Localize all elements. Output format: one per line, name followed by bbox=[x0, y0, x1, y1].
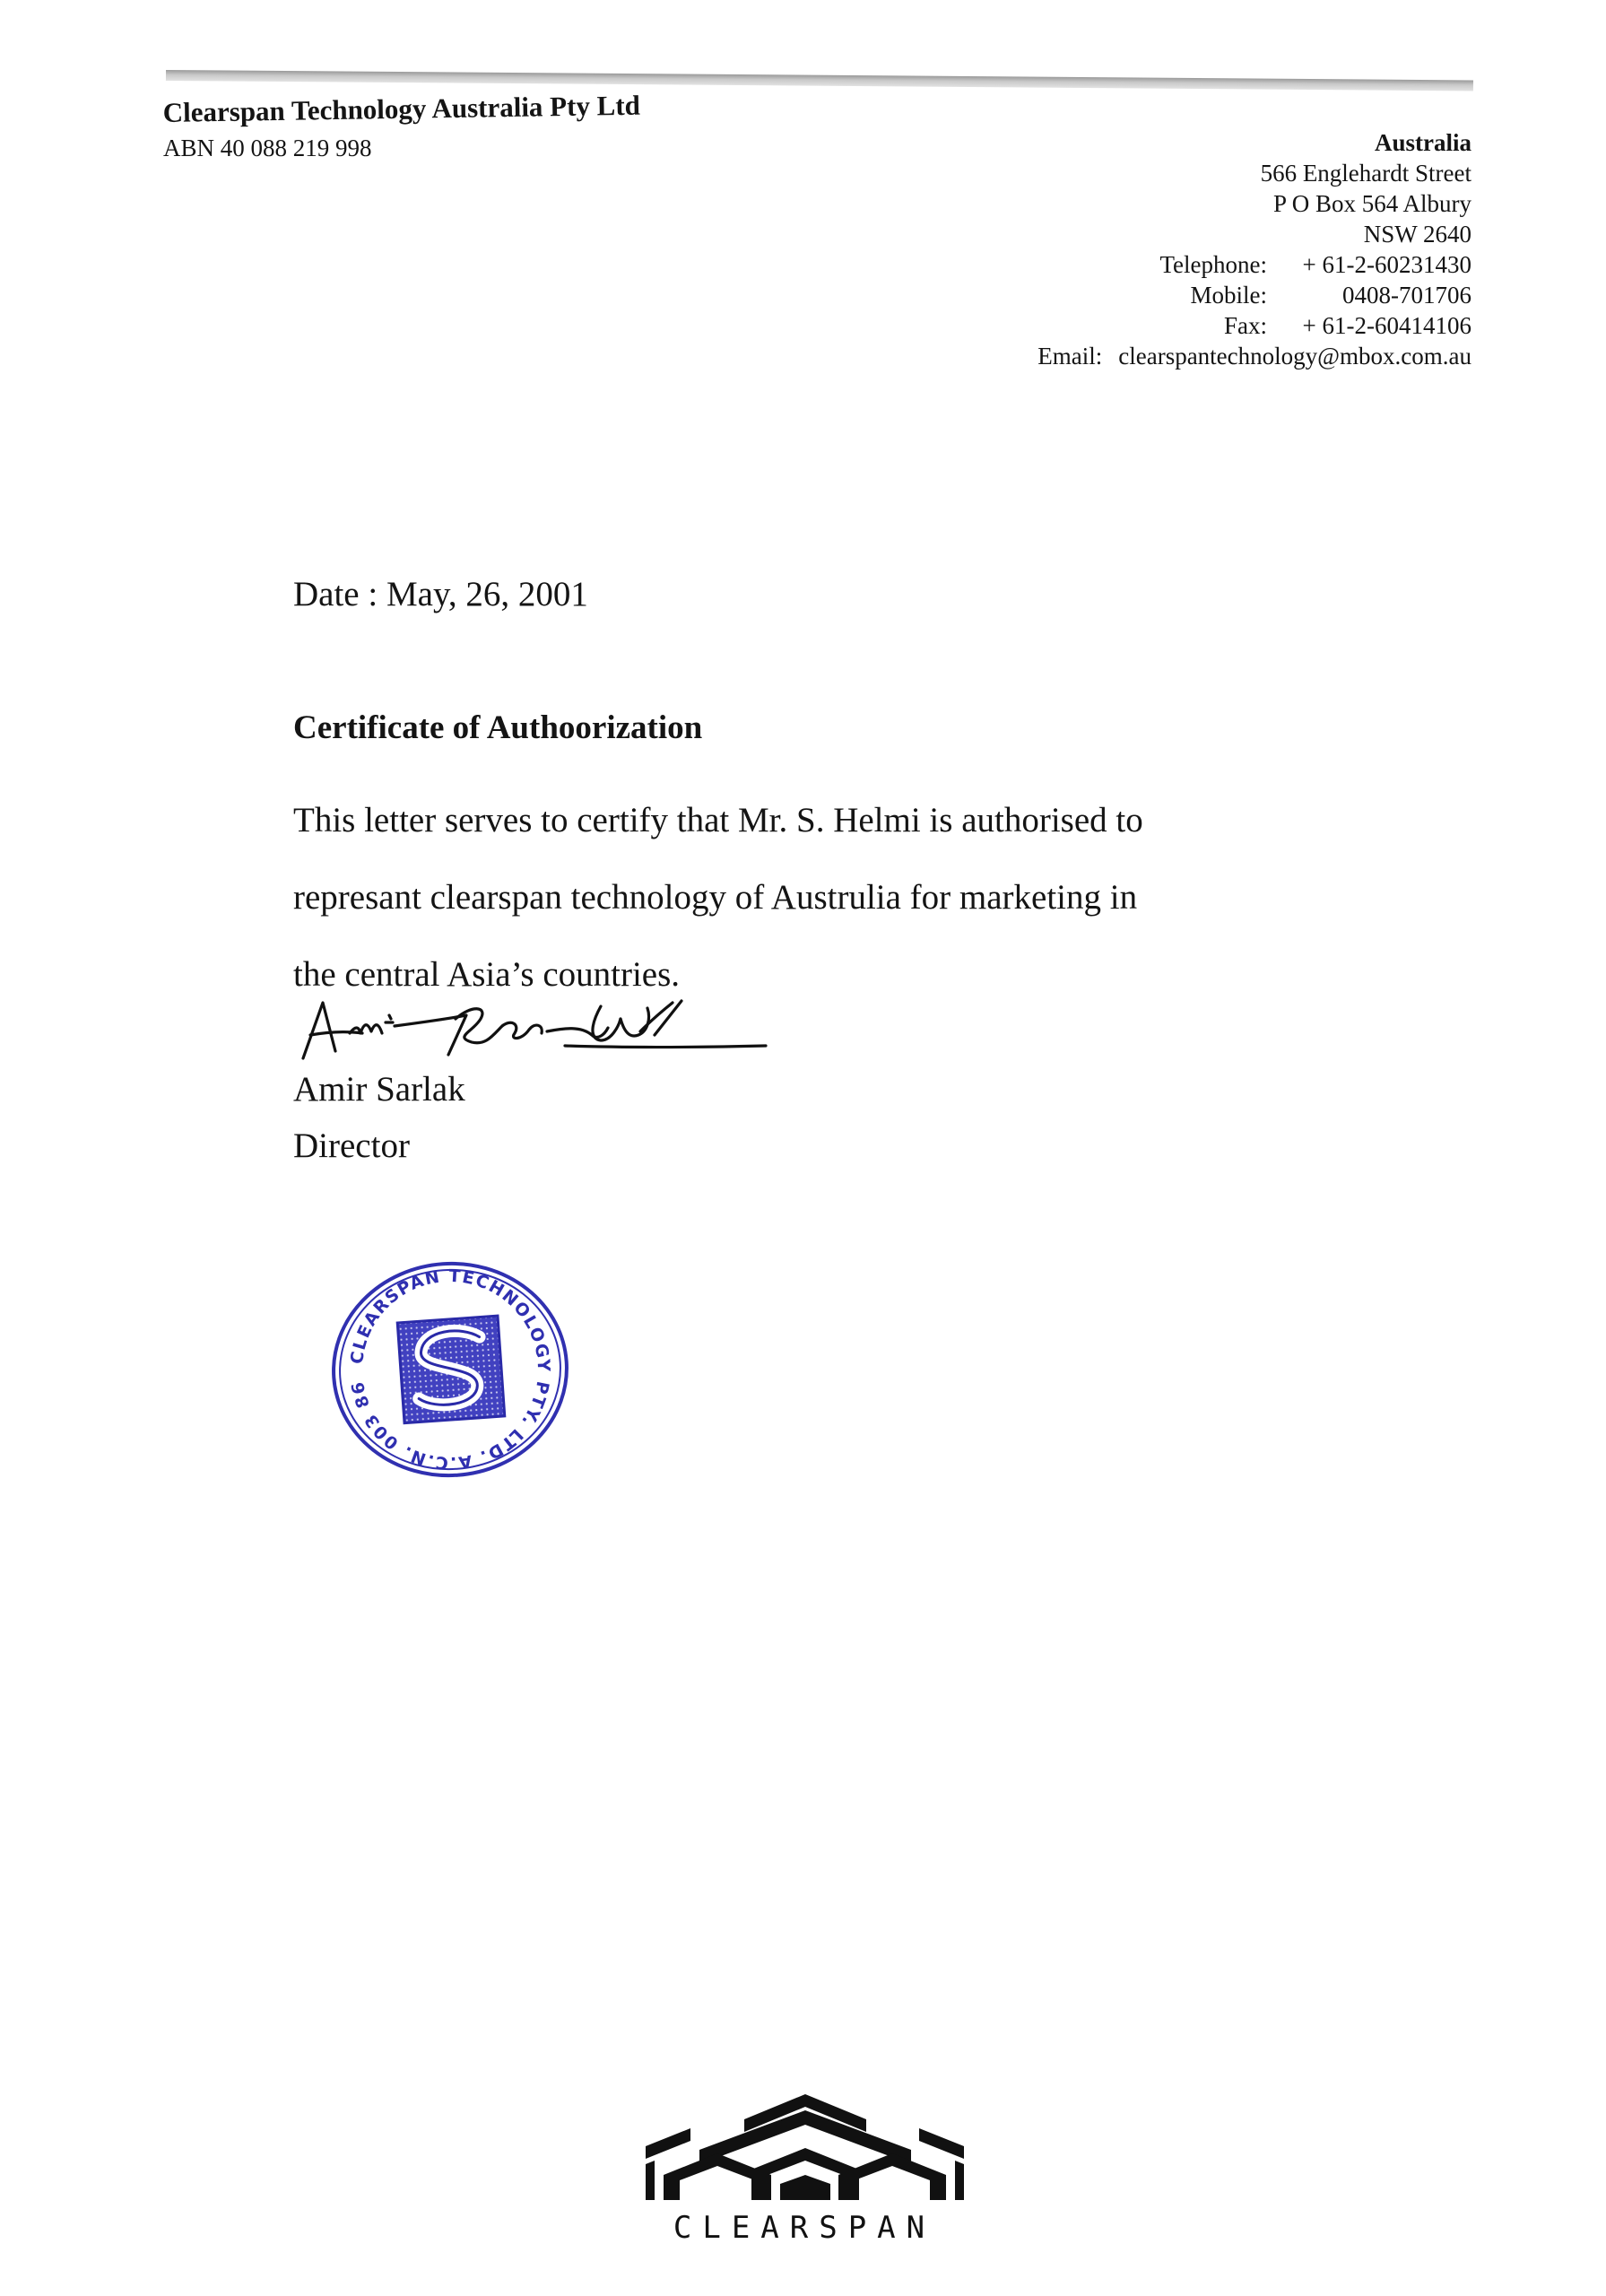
mobile-row bbox=[1037, 280, 1471, 310]
mobile-value: 0408-701706 bbox=[1342, 282, 1471, 309]
address-po-box: P O Box 564 Albury bbox=[1272, 190, 1471, 217]
fax-value: + 61-2-60414106 bbox=[1302, 312, 1471, 339]
company-abn: ABN 40 088 219 998 bbox=[163, 135, 372, 161]
letter-date: Date : May, 26, 2001 bbox=[293, 575, 588, 613]
mobile-label: Mobile: bbox=[1190, 282, 1267, 309]
telephone-row bbox=[1037, 249, 1471, 280]
company-seal-stamp bbox=[320, 1253, 580, 1486]
letter-body-line: This letter serves to certify that Mr. S. Helmi is authorised to bbox=[293, 801, 1143, 839]
seal-text: CLEARSPAN TECHNOLOGY PTY. LTD. A.C.N. 003 865 bbox=[347, 1265, 554, 1474]
logo-wordmark: CLEARSPAN bbox=[673, 2210, 936, 2246]
letter-body bbox=[293, 782, 1333, 1013]
address-country: Australia bbox=[1375, 129, 1471, 156]
letterhead-rule bbox=[166, 70, 1473, 91]
telephone-value: + 61-2-60231430 bbox=[1302, 251, 1471, 278]
email-row bbox=[1037, 341, 1471, 371]
signer-title: Director bbox=[293, 1126, 410, 1165]
address-street: 566 Englehardt Street bbox=[1260, 160, 1471, 187]
clearspan-logo bbox=[646, 2094, 964, 2247]
certificate-title: Certificate of Authoorization bbox=[293, 709, 703, 746]
fax-label: Fax: bbox=[1223, 312, 1267, 339]
letter-body-line: the central Asia’s countries. bbox=[293, 955, 681, 994]
signer-name: Amir Sarlak bbox=[293, 1070, 465, 1109]
email-label: Email: bbox=[1037, 343, 1103, 370]
telephone-label: Telephone: bbox=[1159, 251, 1267, 278]
company-name: Clearspan Technology Australia Pty Ltd bbox=[162, 89, 641, 129]
letter-body-line: represant clearspan technology of Austrulia for marketing in bbox=[293, 878, 1138, 917]
company-address-block bbox=[1037, 127, 1471, 371]
fax-row bbox=[1037, 310, 1471, 341]
email-value: clearspantechnology@mbox.com.au bbox=[1118, 343, 1471, 370]
handwritten-signature bbox=[296, 996, 771, 1067]
address-state-postcode: NSW 2640 bbox=[1363, 221, 1471, 248]
